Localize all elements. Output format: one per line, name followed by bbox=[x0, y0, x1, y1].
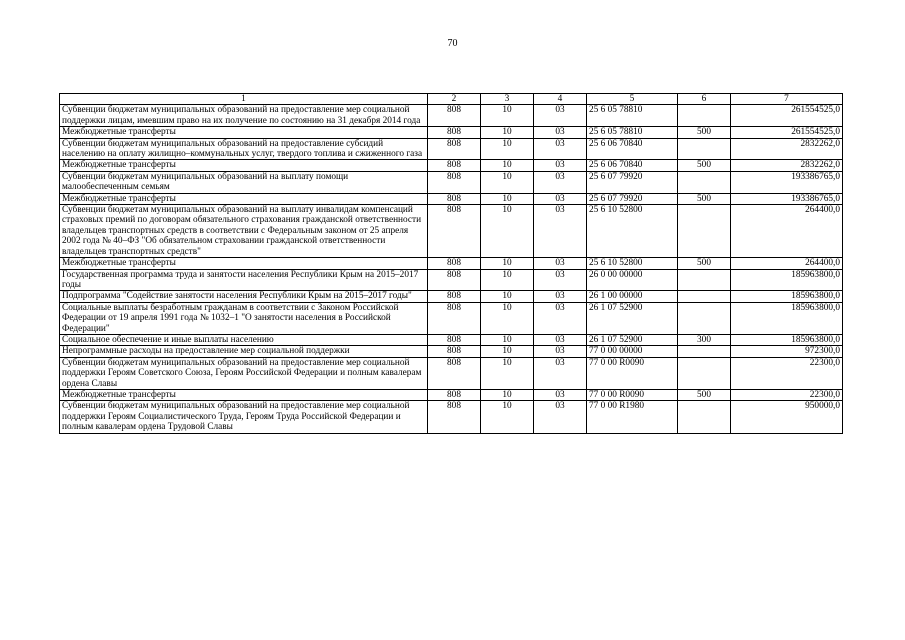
table-row bbox=[60, 334, 843, 345]
row-ministry-code-cell: 808 bbox=[428, 346, 481, 357]
column-header: 7 bbox=[731, 94, 843, 105]
row-section-cell: 10 bbox=[481, 258, 534, 269]
row-expense-type-cell: 500 bbox=[678, 127, 731, 138]
row-expense-type-cell: 500 bbox=[678, 160, 731, 171]
row-section-cell: 10 bbox=[481, 138, 534, 160]
row-ministry-code-cell: 808 bbox=[428, 334, 481, 345]
row-name-cell: Межбюджетные трансферты bbox=[60, 193, 428, 204]
row-target-article-cell: 25 6 05 78810 bbox=[587, 127, 678, 138]
row-subsection-cell: 03 bbox=[534, 389, 587, 400]
row-target-article-cell: 26 1 07 52900 bbox=[587, 302, 678, 334]
row-ministry-code-cell: 808 bbox=[428, 160, 481, 171]
budget-table bbox=[59, 93, 843, 434]
table-row bbox=[60, 291, 843, 302]
row-target-article-cell: 25 6 06 70840 bbox=[587, 160, 678, 171]
row-section-cell: 10 bbox=[481, 193, 534, 204]
table-row bbox=[60, 171, 843, 193]
row-expense-type-cell bbox=[678, 105, 731, 127]
row-ministry-code-cell: 808 bbox=[428, 193, 481, 204]
row-amount-cell: 972300,0 bbox=[731, 346, 843, 357]
row-name-cell: Межбюджетные трансферты bbox=[60, 127, 428, 138]
row-section-cell: 10 bbox=[481, 302, 534, 334]
row-ministry-code-cell: 808 bbox=[428, 357, 481, 389]
row-section-cell: 10 bbox=[481, 291, 534, 302]
row-ministry-code-cell: 808 bbox=[428, 127, 481, 138]
row-target-article-cell: 25 6 05 78810 bbox=[587, 105, 678, 127]
row-target-article-cell: 26 1 07 52900 bbox=[587, 334, 678, 345]
row-ministry-code-cell: 808 bbox=[428, 138, 481, 160]
row-section-cell: 10 bbox=[481, 389, 534, 400]
row-expense-type-cell bbox=[678, 269, 731, 291]
column-header: 2 bbox=[428, 94, 481, 105]
row-section-cell: 10 bbox=[481, 334, 534, 345]
row-amount-cell: 261554525,0 bbox=[731, 105, 843, 127]
row-expense-type-cell: 500 bbox=[678, 193, 731, 204]
row-name-cell: Непрограммные расходы на предоставление мер социальной поддержки bbox=[60, 346, 428, 357]
row-name-cell: Подпрограмма "Содействие занятости населения Республики Крым на 2015–2017 годы" bbox=[60, 291, 428, 302]
row-name-cell: Субвенции бюджетам муниципальных образований на предоставление субсидий населению на оплату жилищно–коммунальных услуг, твердого топлива и сжиженного газа bbox=[60, 138, 428, 160]
row-section-cell: 10 bbox=[481, 127, 534, 138]
row-target-article-cell: 77 0 00 R1980 bbox=[587, 401, 678, 433]
column-header: 4 bbox=[534, 94, 587, 105]
row-amount-cell: 185963800,0 bbox=[731, 334, 843, 345]
page-number: 70 bbox=[447, 38, 458, 49]
row-amount-cell: 22300,0 bbox=[731, 389, 843, 400]
row-subsection-cell: 03 bbox=[534, 302, 587, 334]
row-ministry-code-cell: 808 bbox=[428, 401, 481, 433]
row-section-cell: 10 bbox=[481, 105, 534, 127]
row-ministry-code-cell: 808 bbox=[428, 105, 481, 127]
row-subsection-cell: 03 bbox=[534, 205, 587, 258]
row-section-cell: 10 bbox=[481, 357, 534, 389]
row-amount-cell: 193386765,0 bbox=[731, 193, 843, 204]
row-target-article-cell: 25 6 07 79920 bbox=[587, 193, 678, 204]
row-amount-cell: 261554525,0 bbox=[731, 127, 843, 138]
table-body bbox=[60, 105, 843, 433]
row-amount-cell: 193386765,0 bbox=[731, 171, 843, 193]
row-subsection-cell: 03 bbox=[534, 346, 587, 357]
row-expense-type-cell: 300 bbox=[678, 334, 731, 345]
row-subsection-cell: 03 bbox=[534, 334, 587, 345]
row-expense-type-cell bbox=[678, 291, 731, 302]
table-row bbox=[60, 389, 843, 400]
row-ministry-code-cell: 808 bbox=[428, 302, 481, 334]
table-row bbox=[60, 346, 843, 357]
row-ministry-code-cell: 808 bbox=[428, 291, 481, 302]
row-subsection-cell: 03 bbox=[534, 291, 587, 302]
row-expense-type-cell bbox=[678, 346, 731, 357]
table-row bbox=[60, 160, 843, 171]
column-header: 1 bbox=[60, 94, 428, 105]
row-target-article-cell: 77 0 00 R0090 bbox=[587, 389, 678, 400]
column-header: 5 bbox=[587, 94, 678, 105]
row-name-cell: Социальные выплаты безработным гражданам в соответствии с Законом Российской Федерации от 19 апреля 1991 года № 1032–1 "О занятости населения в Российской Федерации" bbox=[60, 302, 428, 334]
row-ministry-code-cell: 808 bbox=[428, 269, 481, 291]
row-name-cell: Государственная программа труда и занятости населения Республики Крым на 2015–2017 годы bbox=[60, 269, 428, 291]
row-target-article-cell: 25 6 10 52800 bbox=[587, 258, 678, 269]
table-row bbox=[60, 127, 843, 138]
row-subsection-cell: 03 bbox=[534, 105, 587, 127]
row-name-cell: Субвенции бюджетам муниципальных образований на выплату помощи малообеспеченным семьям bbox=[60, 171, 428, 193]
row-target-article-cell: 77 0 00 00000 bbox=[587, 346, 678, 357]
row-target-article-cell: 26 1 00 00000 bbox=[587, 291, 678, 302]
row-subsection-cell: 03 bbox=[534, 258, 587, 269]
row-expense-type-cell: 500 bbox=[678, 389, 731, 400]
table-row bbox=[60, 357, 843, 389]
row-target-article-cell: 77 0 00 R0090 bbox=[587, 357, 678, 389]
row-expense-type-cell bbox=[678, 205, 731, 258]
row-subsection-cell: 03 bbox=[534, 269, 587, 291]
row-ministry-code-cell: 808 bbox=[428, 171, 481, 193]
row-subsection-cell: 03 bbox=[534, 138, 587, 160]
row-subsection-cell: 03 bbox=[534, 357, 587, 389]
column-header: 6 bbox=[678, 94, 731, 105]
row-section-cell: 10 bbox=[481, 205, 534, 258]
row-name-cell: Социальное обеспечение и иные выплаты населению bbox=[60, 334, 428, 345]
row-amount-cell: 185963800,0 bbox=[731, 302, 843, 334]
row-subsection-cell: 03 bbox=[534, 160, 587, 171]
table-row bbox=[60, 138, 843, 160]
table-row bbox=[60, 269, 843, 291]
table-row bbox=[60, 205, 843, 258]
row-name-cell: Межбюджетные трансферты bbox=[60, 258, 428, 269]
row-amount-cell: 264400,0 bbox=[731, 258, 843, 269]
row-name-cell: Межбюджетные трансферты bbox=[60, 389, 428, 400]
row-target-article-cell: 25 6 10 52800 bbox=[587, 205, 678, 258]
row-section-cell: 10 bbox=[481, 346, 534, 357]
table-row bbox=[60, 258, 843, 269]
row-expense-type-cell bbox=[678, 401, 731, 433]
row-section-cell: 10 bbox=[481, 401, 534, 433]
table-row bbox=[60, 401, 843, 433]
table-row bbox=[60, 302, 843, 334]
row-amount-cell: 2832262,0 bbox=[731, 160, 843, 171]
row-subsection-cell: 03 bbox=[534, 171, 587, 193]
column-header: 3 bbox=[481, 94, 534, 105]
table-row bbox=[60, 193, 843, 204]
row-name-cell: Межбюджетные трансферты bbox=[60, 160, 428, 171]
row-subsection-cell: 03 bbox=[534, 127, 587, 138]
row-amount-cell: 264400,0 bbox=[731, 205, 843, 258]
row-amount-cell: 185963800,0 bbox=[731, 291, 843, 302]
row-target-article-cell: 25 6 06 70840 bbox=[587, 138, 678, 160]
row-target-article-cell: 26 0 00 00000 bbox=[587, 269, 678, 291]
row-name-cell: Субвенции бюджетам муниципальных образований на выплату инвалидам компенсаций страховых премий по договорам обязательного страхования гражданской ответственности владельцев транспортных средств в соответствии с Федеральным законом от 25 апреля 2002 года № 40–ФЗ "Об обязательном страховании гражданской ответственности владельцев транспортных средств" bbox=[60, 205, 428, 258]
row-section-cell: 10 bbox=[481, 160, 534, 171]
row-expense-type-cell bbox=[678, 302, 731, 334]
row-subsection-cell: 03 bbox=[534, 401, 587, 433]
row-expense-type-cell bbox=[678, 357, 731, 389]
table-row bbox=[60, 105, 843, 127]
row-section-cell: 10 bbox=[481, 269, 534, 291]
row-amount-cell: 185963800,0 bbox=[731, 269, 843, 291]
row-name-cell: Субвенции бюджетам муниципальных образований на предоставление мер социальной поддержки Героям Социалистического Труда, Героям Труда Российской Федерации и полным кавалерам ордена Трудовой Славы bbox=[60, 401, 428, 433]
row-ministry-code-cell: 808 bbox=[428, 389, 481, 400]
row-expense-type-cell bbox=[678, 171, 731, 193]
row-amount-cell: 950000,0 bbox=[731, 401, 843, 433]
row-subsection-cell: 03 bbox=[534, 193, 587, 204]
row-name-cell: Субвенции бюджетам муниципальных образований на предоставление мер социальной поддержки Героям Советского Союза, Героям Российской Федерации и полным кавалерам ордена Славы bbox=[60, 357, 428, 389]
row-name-cell: Субвенции бюджетам муниципальных образований на предоставление мер социальной поддержки лицам, имевшим право на их получение по состоянию на 31 декабря 2014 года bbox=[60, 105, 428, 127]
row-amount-cell: 22300,0 bbox=[731, 357, 843, 389]
row-ministry-code-cell: 808 bbox=[428, 258, 481, 269]
row-ministry-code-cell: 808 bbox=[428, 205, 481, 258]
row-expense-type-cell bbox=[678, 138, 731, 160]
row-amount-cell: 2832262,0 bbox=[731, 138, 843, 160]
row-expense-type-cell: 500 bbox=[678, 258, 731, 269]
header-row bbox=[60, 94, 843, 105]
row-target-article-cell: 25 6 07 79920 bbox=[587, 171, 678, 193]
row-section-cell: 10 bbox=[481, 171, 534, 193]
